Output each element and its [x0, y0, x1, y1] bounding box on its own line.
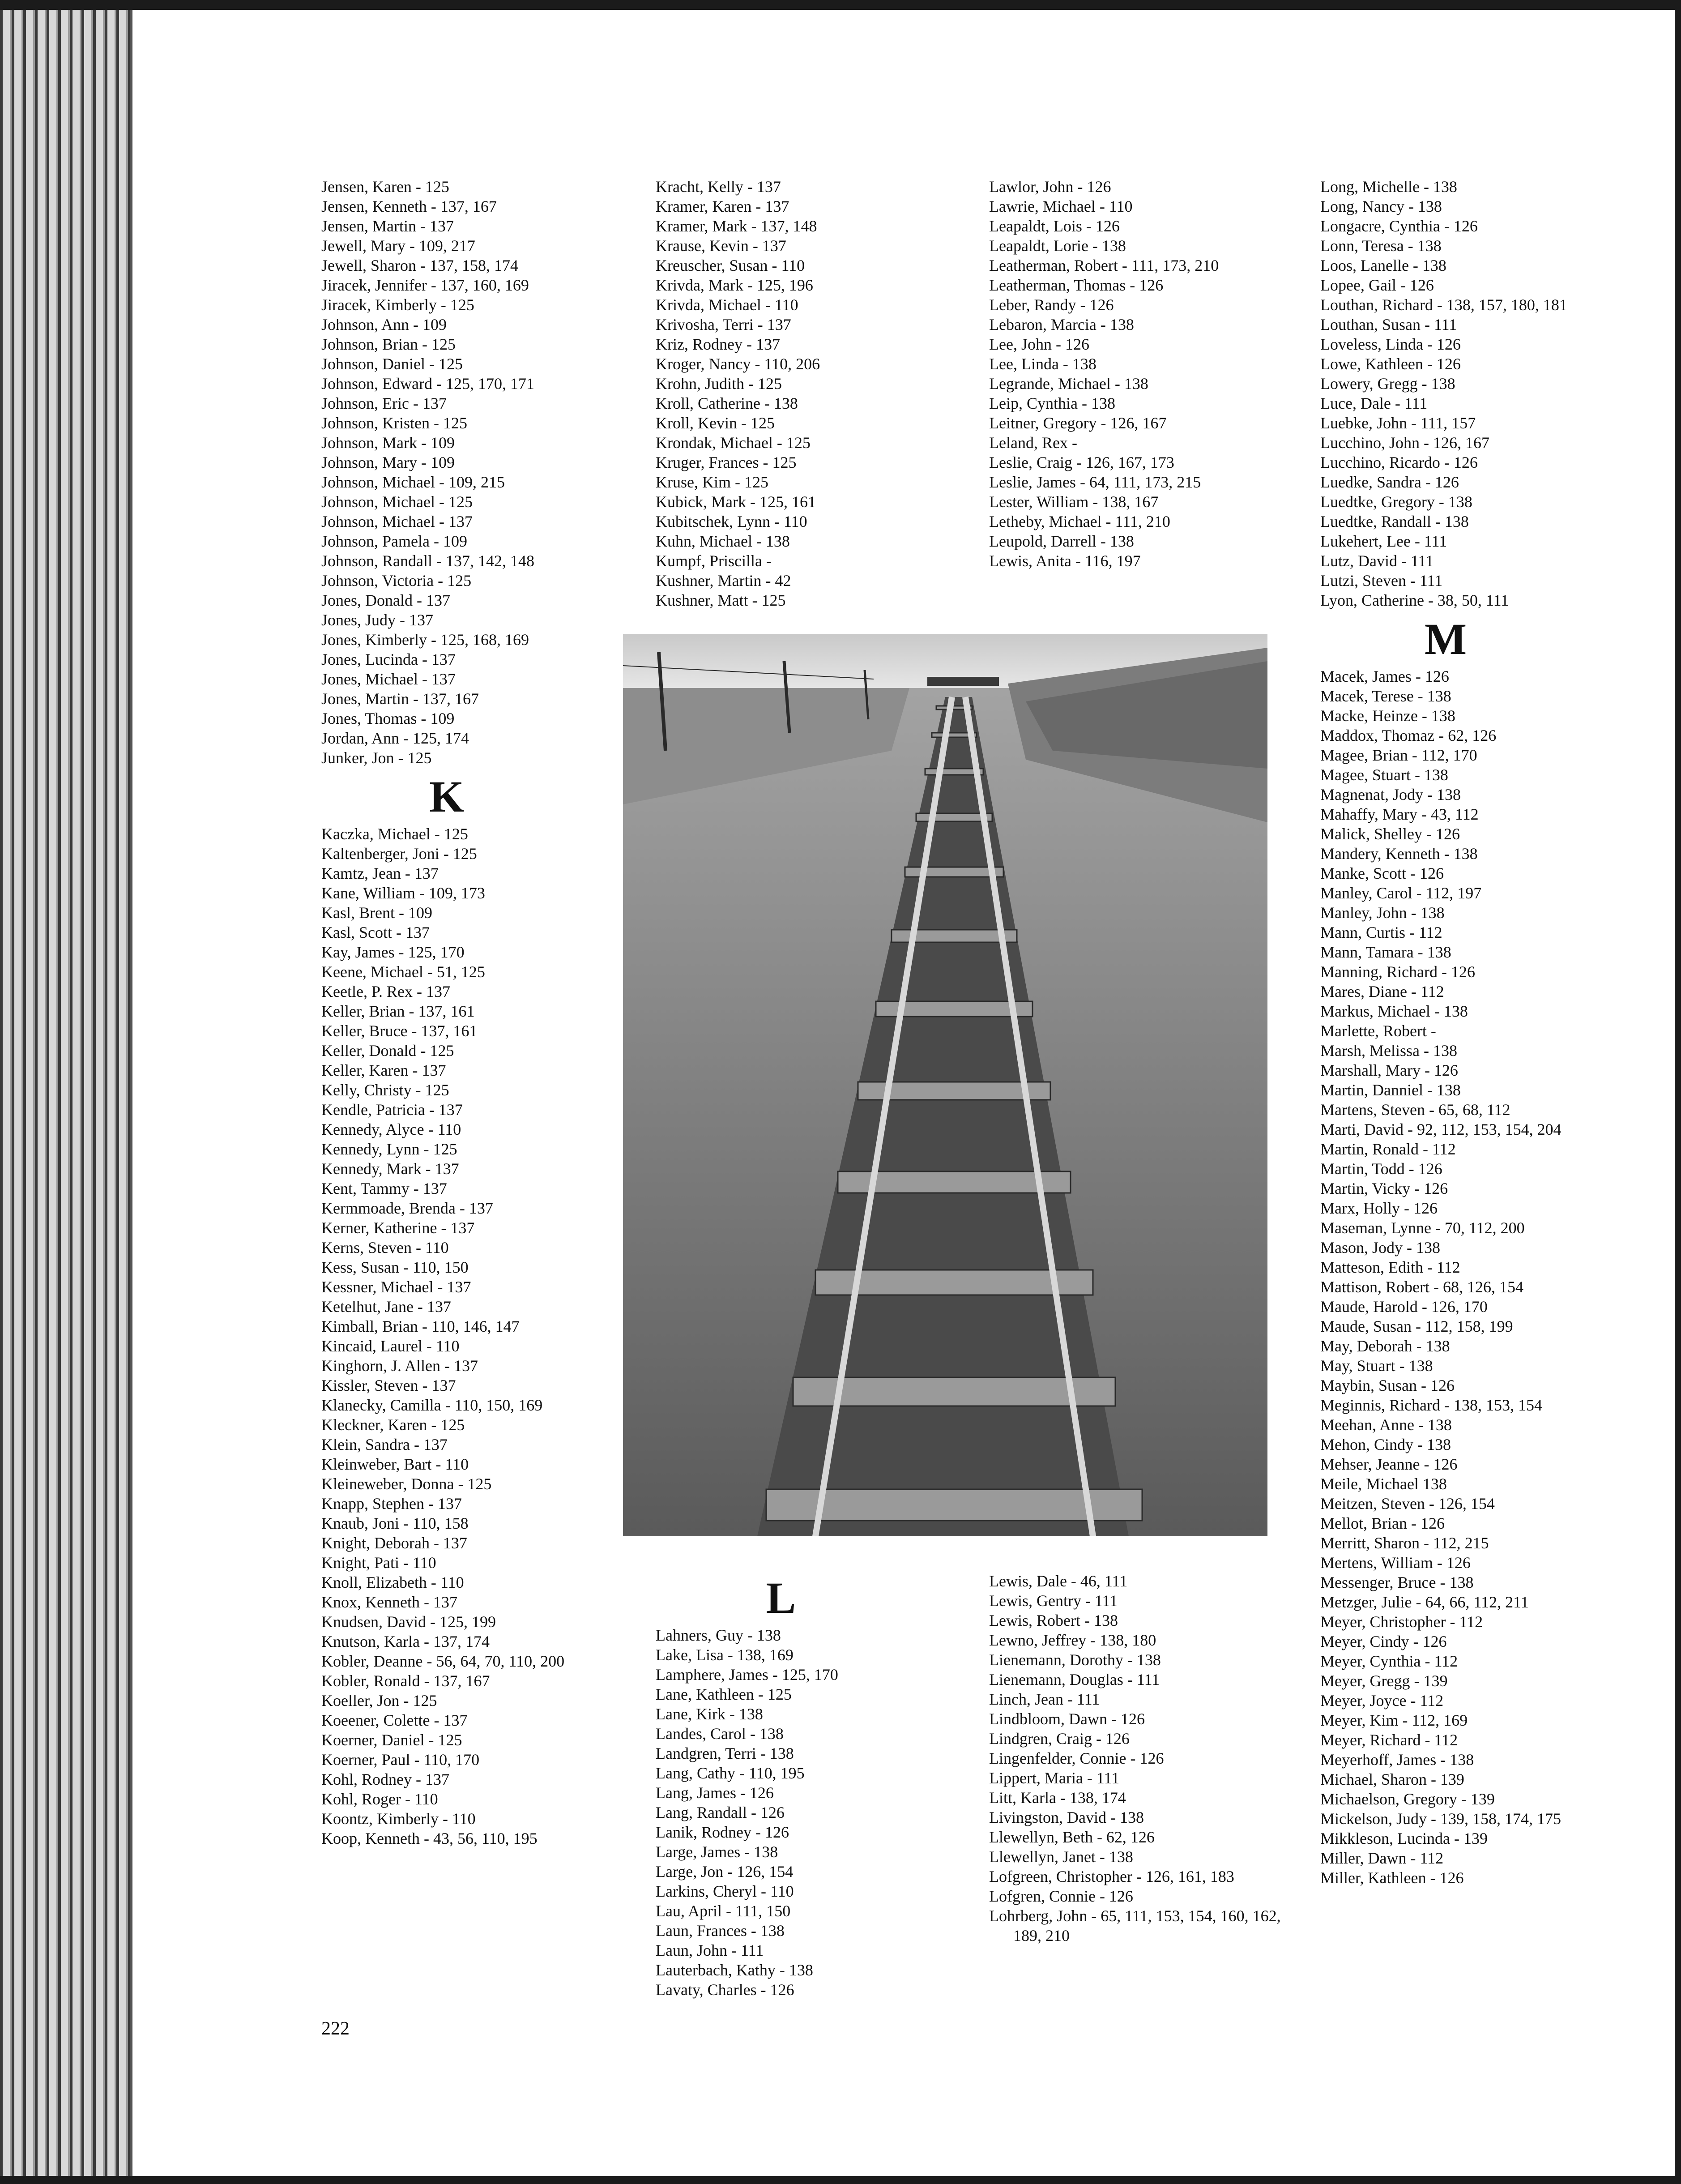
index-entry: Jewell, Mary - 109, 217	[321, 237, 475, 255]
index-entry: Mehon, Cindy - 138	[1320, 1436, 1451, 1453]
index-entry: Lester, William - 138, 167	[989, 493, 1159, 511]
index-entry: Magnenat, Jody - 138	[1320, 786, 1461, 804]
index-entry: Martens, Steven - 65, 68, 112	[1320, 1101, 1510, 1119]
index-entry: Krivosha, Terri - 137	[656, 316, 791, 333]
index-entry: Loveless, Linda - 126	[1320, 335, 1461, 353]
page-number: 222	[321, 2018, 350, 2039]
index-entry: Johnson, Michael - 125	[321, 493, 473, 511]
index-entry: Lucchino, Ricardo - 126	[1320, 453, 1478, 471]
index-entry: Messenger, Bruce - 138	[1320, 1573, 1474, 1591]
index-entry: Lavaty, Charles - 126	[656, 1981, 794, 1999]
index-entry: Matteson, Edith - 112	[1320, 1258, 1460, 1276]
index-entry: Leapaldt, Lois - 126	[989, 217, 1120, 235]
index-entry: Lutzi, Steven - 111	[1320, 572, 1443, 590]
index-entry: Laun, Frances - 138	[656, 1922, 785, 1940]
index-entry: Longacre, Cynthia - 126	[1320, 217, 1478, 235]
index-entry: Knox, Kenneth - 137	[321, 1593, 457, 1611]
index-entry: Mehser, Jeanne - 126	[1320, 1455, 1458, 1473]
index-entry: Lanik, Rodney - 126	[656, 1823, 789, 1841]
index-entry: Kruse, Kim - 125	[656, 473, 768, 491]
index-entry: Lukehert, Lee - 111	[1320, 532, 1447, 550]
index-entry: Kleckner, Karen - 125	[321, 1416, 465, 1434]
index-entry: Jones, Kimberly - 125, 168, 169	[321, 631, 529, 649]
index-entry: Macek, James - 126	[1320, 667, 1449, 685]
index-entry: Lauterbach, Kathy - 138	[656, 1961, 813, 1979]
index-entry: Mason, Jody - 138	[1320, 1239, 1440, 1257]
index-entry: Meehan, Anne - 138	[1320, 1416, 1452, 1434]
index-entry: Kushner, Martin - 42	[656, 572, 791, 590]
index-entry: Merritt, Sharon - 112, 215	[1320, 1534, 1489, 1552]
index-entry: Livingston, David - 138	[989, 1808, 1144, 1826]
index-entry: Kobler, Deanne - 56, 64, 70, 110, 200	[321, 1652, 565, 1670]
index-entry: Lucchino, John - 126, 167	[1320, 434, 1489, 452]
index-entry: Long, Michelle - 138	[1320, 178, 1457, 196]
index-entry: Keene, Michael - 51, 125	[321, 963, 485, 981]
index-entry: Magee, Brian - 112, 170	[1320, 746, 1477, 764]
index-entry: Llewellyn, Beth - 62, 126	[989, 1828, 1155, 1846]
index-entry: Krivda, Michael - 110	[656, 296, 798, 314]
index-entry: Martin, Vicky - 126	[1320, 1180, 1448, 1197]
index-entry: Loos, Lanelle - 138	[1320, 256, 1446, 274]
index-entry: Kracht, Kelly - 137	[656, 178, 781, 196]
index-entry: Maude, Harold - 126, 170	[1320, 1298, 1488, 1316]
index-entry: Lindbloom, Dawn - 126	[989, 1710, 1145, 1728]
index-entry: Lippert, Maria - 111	[989, 1769, 1120, 1787]
section-letter-l: L	[766, 1573, 796, 1623]
index-entry: Lewis, Gentry - 111	[989, 1592, 1118, 1610]
section-letter-m: M	[1424, 614, 1467, 664]
index-entry: Mattison, Robert - 68, 126, 154	[1320, 1278, 1523, 1296]
index-entry: Meyer, Kim - 112, 169	[1320, 1711, 1468, 1729]
index-entry: Luebke, John - 111, 157	[1320, 414, 1476, 432]
index-entry: Kohl, Rodney - 137	[321, 1770, 449, 1788]
index-entry: Kess, Susan - 110, 150	[321, 1258, 469, 1276]
index-entry: Koeller, Jon - 125	[321, 1692, 437, 1710]
index-entry: Maybin, Susan - 126	[1320, 1376, 1455, 1394]
index-entry: Lonn, Teresa - 138	[1320, 237, 1442, 255]
index-entry: Kobler, Ronald - 137, 167	[321, 1672, 490, 1690]
index-entry: Lindgren, Craig - 126	[989, 1730, 1130, 1748]
scan-border-right	[1675, 0, 1681, 2184]
index-entry: Lowery, Gregg - 138	[1320, 375, 1455, 393]
index-entry: Johnson, Randall - 137, 142, 148	[321, 552, 534, 570]
index-entry: Knaub, Joni - 110, 158	[321, 1514, 469, 1532]
index-entry: Mann, Tamara - 138	[1320, 943, 1451, 961]
index-entry: Marlette, Robert -	[1320, 1022, 1436, 1040]
index-entry: Kriz, Rodney - 137	[656, 335, 780, 353]
index-entry: Jones, Michael - 137	[321, 670, 456, 688]
index-column-3	[989, 177, 1302, 571]
index-entry: Landes, Carol - 138	[656, 1725, 784, 1743]
index-entry: Mandery, Kenneth - 138	[1320, 845, 1478, 863]
index-entry: Kubick, Mark - 125, 161	[656, 493, 816, 511]
index-entry: Kramer, Karen - 137	[656, 197, 789, 215]
index-entry: Keller, Brian - 137, 161	[321, 1002, 475, 1020]
index-entry: Kreuscher, Susan - 110	[656, 256, 805, 274]
index-entry: Legrande, Michael - 138	[989, 375, 1148, 393]
index-entry: Keetle, P. Rex - 137	[321, 983, 450, 1000]
index-entry: Knight, Pati - 110	[321, 1554, 436, 1572]
index-entry: Ketelhut, Jane - 137	[321, 1298, 451, 1316]
index-entry: Lopee, Gail - 126	[1320, 276, 1434, 294]
railroad-tracks-photo	[623, 634, 1267, 1536]
index-entry: Leatherman, Thomas - 126	[989, 276, 1164, 294]
index-entry: Meile, Michael 138	[1320, 1475, 1447, 1493]
index-entry: Meitzen, Steven - 126, 154	[1320, 1495, 1495, 1513]
index-entry: Lang, Randall - 126	[656, 1804, 785, 1821]
index-entry: Kleineweber, Donna - 125	[321, 1475, 492, 1493]
index-entry: Johnson, Mary - 109	[321, 453, 455, 471]
index-entry: Knight, Deborah - 137	[321, 1534, 467, 1552]
index-entry: Kohl, Roger - 110	[321, 1790, 438, 1808]
index-entry: Metzger, Julie - 64, 66, 112, 211	[1320, 1593, 1529, 1611]
index-entry: Lowe, Kathleen - 126	[1320, 355, 1461, 373]
index-entry: Michaelson, Gregory - 139	[1320, 1790, 1495, 1808]
index-entry: Marti, David - 92, 112, 153, 154, 204	[1320, 1120, 1562, 1138]
index-entry: Johnson, Brian - 125	[321, 335, 456, 353]
index-entry: Junker, Jon - 125	[321, 749, 432, 767]
index-entry: Lienemann, Dorothy - 138	[989, 1651, 1161, 1669]
index-entry: Leitner, Gregory - 126, 167	[989, 414, 1167, 432]
index-entry: Mares, Diane - 112	[1320, 983, 1444, 1000]
index-entry: Lee, John - 126	[989, 335, 1089, 353]
index-entry: Kroll, Kevin - 125	[656, 414, 775, 432]
index-entry: Knapp, Stephen - 137	[321, 1495, 462, 1513]
index-entry: Johnson, Ann - 109	[321, 316, 447, 333]
index-entry: Jiracek, Jennifer - 137, 160, 169	[321, 276, 529, 294]
index-entry: Leslie, Craig - 126, 167, 173	[989, 453, 1174, 471]
index-entry: Louthan, Susan - 111	[1320, 316, 1457, 333]
index-entry: Kessner, Michael - 137	[321, 1278, 471, 1296]
index-entry: Leslie, James - 64, 111, 173, 215	[989, 473, 1201, 491]
index-entry: Markus, Michael - 138	[1320, 1002, 1468, 1020]
index-entry: Leber, Randy - 126	[989, 296, 1114, 314]
index-entry: Lau, April - 111, 150	[656, 1902, 791, 1920]
index-entry: Leupold, Darrell - 138	[989, 532, 1134, 550]
index-entry: Lewno, Jeffrey - 138, 180	[989, 1631, 1156, 1649]
index-entry: Lofgreen, Christopher - 126, 161, 183	[989, 1868, 1234, 1885]
index-entry: Lane, Kirk - 138	[656, 1705, 763, 1723]
index-entry: Macke, Heinze - 138	[1320, 707, 1455, 725]
index-entry: Lingenfelder, Connie - 126	[989, 1749, 1164, 1767]
index-entry: Macek, Terese - 138	[1320, 687, 1451, 705]
index-entry: Mikkleson, Lucinda - 139	[1320, 1829, 1488, 1847]
index-entry: Kinghorn, J. Allen - 137	[321, 1357, 478, 1375]
index-entry: Mickelson, Judy - 139, 158, 174, 175	[1320, 1810, 1561, 1828]
index-entry: Meyer, Cynthia - 112	[1320, 1652, 1458, 1670]
index-entry: Johnson, Michael - 109, 215	[321, 473, 505, 491]
book-page-edges	[0, 0, 132, 2184]
index-entry: Lewis, Anita - 116, 197	[989, 552, 1141, 570]
index-entry: Kent, Tammy - 137	[321, 1180, 447, 1197]
index-entry: Kane, William - 109, 173	[321, 884, 485, 902]
index-entry: Koop, Kenneth - 43, 56, 110, 195	[321, 1829, 538, 1847]
index-entry: Kubitschek, Lynn - 110	[656, 513, 807, 530]
index-entry: Kasl, Brent - 109	[321, 904, 432, 922]
index-entry: Marshall, Mary - 126	[1320, 1061, 1458, 1079]
index-entry: Jensen, Martin - 137	[321, 217, 454, 235]
section-letter-k: K	[429, 772, 464, 821]
index-entry: Linch, Jean - 111	[989, 1690, 1100, 1708]
index-entry: Jones, Thomas - 109	[321, 709, 455, 727]
index-entry: Manley, John - 138	[1320, 904, 1445, 922]
index-entry: Litt, Karla - 138, 174	[989, 1789, 1126, 1807]
index-entry: Lang, James - 126	[656, 1784, 774, 1802]
index-entry: Kruger, Frances - 125	[656, 453, 797, 471]
index-entry: Meyer, Gregg - 139	[1320, 1672, 1448, 1690]
index-entry: Lee, Linda - 138	[989, 355, 1096, 373]
index-entry: Martin, Ronald - 112	[1320, 1140, 1456, 1158]
index-entry: May, Stuart - 138	[1320, 1357, 1433, 1375]
index-entry: Martin, Todd - 126	[1320, 1160, 1442, 1178]
index-entry: Jones, Lucinda - 137	[321, 650, 456, 668]
index-entry: Mertens, William - 126	[1320, 1554, 1471, 1572]
index-column-1	[321, 177, 635, 1848]
index-entry: Krohn, Judith - 125	[656, 375, 782, 393]
index-entry: Koontz, Kimberly - 110	[321, 1810, 476, 1828]
index-entry: Kaczka, Michael - 125	[321, 825, 468, 843]
index-entry: Krause, Kevin - 137	[656, 237, 786, 255]
index-entry: Marx, Holly - 126	[1320, 1199, 1438, 1217]
index-entry: Kissler, Steven - 137	[321, 1376, 456, 1394]
index-entry: Kerner, Katherine - 137	[321, 1219, 475, 1237]
index-entry: Lang, Cathy - 110, 195	[656, 1764, 805, 1782]
index-entry: Maddox, Thomaz - 62, 126	[1320, 727, 1497, 744]
index-entry: Louthan, Richard - 138, 157, 180, 181	[1320, 296, 1567, 314]
index-entry: Meyerhoff, James - 138	[1320, 1751, 1474, 1769]
index-entry: Miller, Dawn - 112	[1320, 1849, 1444, 1867]
index-entry: Michael, Sharon - 139	[1320, 1770, 1464, 1788]
index-entry: Meyer, Joyce - 112	[1320, 1692, 1444, 1710]
index-entry: May, Deborah - 138	[1320, 1337, 1450, 1355]
index-column-3-lower	[989, 1571, 1302, 1945]
index-entry: Keller, Bruce - 137, 161	[321, 1022, 478, 1040]
index-entry: Large, James - 138	[656, 1843, 778, 1861]
index-entry: Kelly, Christy - 125	[321, 1081, 449, 1099]
index-entry: Marsh, Melissa - 138	[1320, 1042, 1457, 1060]
index-entry: Llewellyn, Janet - 138	[989, 1848, 1133, 1866]
index-entry: Lebaron, Marcia - 138	[989, 316, 1134, 333]
index-entry: Luedke, Sandra - 126	[1320, 473, 1459, 491]
index-entry: Mann, Curtis - 112	[1320, 923, 1442, 941]
index-entry: Jordan, Ann - 125, 174	[321, 729, 469, 747]
index-entry: Lane, Kathleen - 125	[656, 1685, 792, 1703]
index-entry: Lewis, Robert - 138	[989, 1611, 1118, 1629]
index-entry: Knutson, Karla - 137, 174	[321, 1633, 490, 1650]
index-entry: Kroll, Catherine - 138	[656, 394, 798, 412]
index-entry: Lutz, David - 111	[1320, 552, 1434, 570]
index-entry: Kuhn, Michael - 138	[656, 532, 790, 550]
scan-border-top	[0, 0, 1681, 10]
index-entry: Kaltenberger, Joni - 125	[321, 845, 477, 863]
index-entry: Leip, Cynthia - 138	[989, 394, 1115, 412]
index-entry: Kushner, Matt - 125	[656, 591, 786, 609]
index-entry: Lamphere, James - 125, 170	[656, 1666, 838, 1684]
index-entry: Johnson, Michael - 137	[321, 513, 473, 530]
index-entry: Kimball, Brian - 110, 146, 147	[321, 1317, 520, 1335]
index-entry: Kennedy, Mark - 137	[321, 1160, 459, 1178]
index-entry: Mellot, Brian - 126	[1320, 1514, 1445, 1532]
index-entry: Long, Nancy - 138	[1320, 197, 1442, 215]
index-entry: Leatherman, Robert - 111, 173, 210	[989, 256, 1219, 274]
index-entry: Kroger, Nancy - 110, 206	[656, 355, 820, 373]
index-entry: Lawlor, John - 126	[989, 178, 1111, 196]
index-entry: Johnson, Victoria - 125	[321, 572, 472, 590]
index-entry: Kincaid, Laurel - 110	[321, 1337, 460, 1355]
index-entry: Meyer, Cindy - 126	[1320, 1633, 1447, 1650]
index-entry: Miller, Kathleen - 126	[1320, 1869, 1464, 1887]
index-entry: Knoll, Elizabeth - 110	[321, 1573, 464, 1591]
index-entry: Manley, Carol - 112, 197	[1320, 884, 1482, 902]
index-entry: Manke, Scott - 126	[1320, 864, 1444, 882]
index-entry: Kennedy, Alyce - 110	[321, 1120, 461, 1138]
index-entry: Kleinweber, Bart - 110	[321, 1455, 469, 1473]
index-entry: Lewis, Dale - 46, 111	[989, 1572, 1128, 1590]
index-entry: Kennedy, Lynn - 125	[321, 1140, 457, 1158]
index-entry: Leland, Rex -	[989, 434, 1077, 452]
index-entry: Klanecky, Camilla - 110, 150, 169	[321, 1396, 543, 1414]
index-entry: Leapaldt, Lorie - 138	[989, 237, 1126, 255]
index-entry: Koerner, Paul - 110, 170	[321, 1751, 480, 1769]
index-entry: Koeener, Colette - 137	[321, 1711, 468, 1729]
index-entry: Jones, Martin - 137, 167	[321, 690, 479, 708]
index-entry: Krondak, Michael - 125	[656, 434, 811, 452]
index-entry: Kendle, Patricia - 137	[321, 1101, 463, 1119]
index-column-2-lower	[656, 1569, 969, 2000]
index-entry: Krivda, Mark - 125, 196	[656, 276, 813, 294]
index-entry: Landgren, Terri - 138	[656, 1744, 794, 1762]
index-entry: Kumpf, Priscilla -	[656, 552, 772, 570]
index-entry: Kermmoade, Brenda - 137	[321, 1199, 493, 1217]
index-entry: Laun, John - 111	[656, 1941, 764, 1959]
index-entry: Jones, Judy - 137	[321, 611, 433, 629]
scan-border-bottom	[0, 2176, 1681, 2184]
index-entry: Kasl, Scott - 137	[321, 923, 430, 941]
index-entry: Luce, Dale - 111	[1320, 394, 1428, 412]
index-entry: Larkins, Cheryl - 110	[656, 1882, 794, 1900]
index-column-2	[656, 177, 969, 610]
index-entry: Luedtke, Gregory - 138	[1320, 493, 1472, 511]
index-entry: Jewell, Sharon - 137, 158, 174	[321, 256, 518, 274]
index-entry: Lawrie, Michael - 110	[989, 197, 1133, 215]
index-entry: Keller, Karen - 137	[321, 1061, 446, 1079]
index-entry: Magee, Stuart - 138	[1320, 766, 1448, 784]
index-entry: Jiracek, Kimberly - 125	[321, 296, 474, 314]
index-entry: Meginnis, Richard - 138, 153, 154	[1320, 1396, 1542, 1414]
index-entry: Maude, Susan - 112, 158, 199	[1320, 1317, 1513, 1335]
index-entry: Johnson, Eric - 137	[321, 394, 447, 412]
index-entry: Mahaffy, Mary - 43, 112	[1320, 805, 1479, 823]
index-entry: Meyer, Christopher - 112	[1320, 1613, 1483, 1631]
index-entry: Letheby, Michael - 111, 210	[989, 513, 1170, 530]
index-column-4	[1320, 177, 1634, 1888]
index-entry: Lohrberg, John - 65, 111, 153, 154, 160, 162, 189, 210	[989, 1907, 1281, 1945]
index-entry: Johnson, Kristen - 125	[321, 414, 467, 432]
index-entry: Meyer, Richard - 112	[1320, 1731, 1458, 1749]
index-entry: Lake, Lisa - 138, 169	[656, 1646, 794, 1664]
index-entry: Kamtz, Jean - 137	[321, 864, 439, 882]
index-entry: Martin, Danniel - 138	[1320, 1081, 1461, 1099]
index-entry: Johnson, Daniel - 125	[321, 355, 463, 373]
index-entry: Large, Jon - 126, 154	[656, 1863, 794, 1881]
index-entry: Johnson, Pamela - 109	[321, 532, 467, 550]
index-entry: Lahners, Guy - 138	[656, 1626, 781, 1644]
index-entry: Jensen, Kenneth - 137, 167	[321, 197, 497, 215]
index-entry: Knudsen, David - 125, 199	[321, 1613, 496, 1631]
index-entry: Johnson, Edward - 125, 170, 171	[321, 375, 534, 393]
index-entry: Kramer, Mark - 137, 148	[656, 217, 817, 235]
index-entry: Kay, James - 125, 170	[321, 943, 465, 961]
index-entry: Maseman, Lynne - 70, 112, 200	[1320, 1219, 1525, 1237]
index-entry: Koerner, Daniel - 125	[321, 1731, 462, 1749]
index-entry: Malick, Shelley - 126	[1320, 825, 1460, 843]
index-entry: Johnson, Mark - 109	[321, 434, 455, 452]
index-entry: Jensen, Karen - 125	[321, 178, 449, 196]
index-entry: Keller, Donald - 125	[321, 1042, 454, 1060]
index-entry: Lofgren, Connie - 126	[989, 1887, 1133, 1905]
index-entry: Klein, Sandra - 137	[321, 1436, 448, 1453]
index-entry: Lienemann, Douglas - 111	[989, 1671, 1160, 1688]
index-entry: Jones, Donald - 137	[321, 591, 450, 609]
index-entry: Luedtke, Randall - 138	[1320, 513, 1469, 530]
index-entry: Lyon, Catherine - 38, 50, 111	[1320, 591, 1509, 609]
index-entry: Manning, Richard - 126	[1320, 963, 1475, 981]
index-entry: Kerns, Steven - 110	[321, 1239, 449, 1257]
